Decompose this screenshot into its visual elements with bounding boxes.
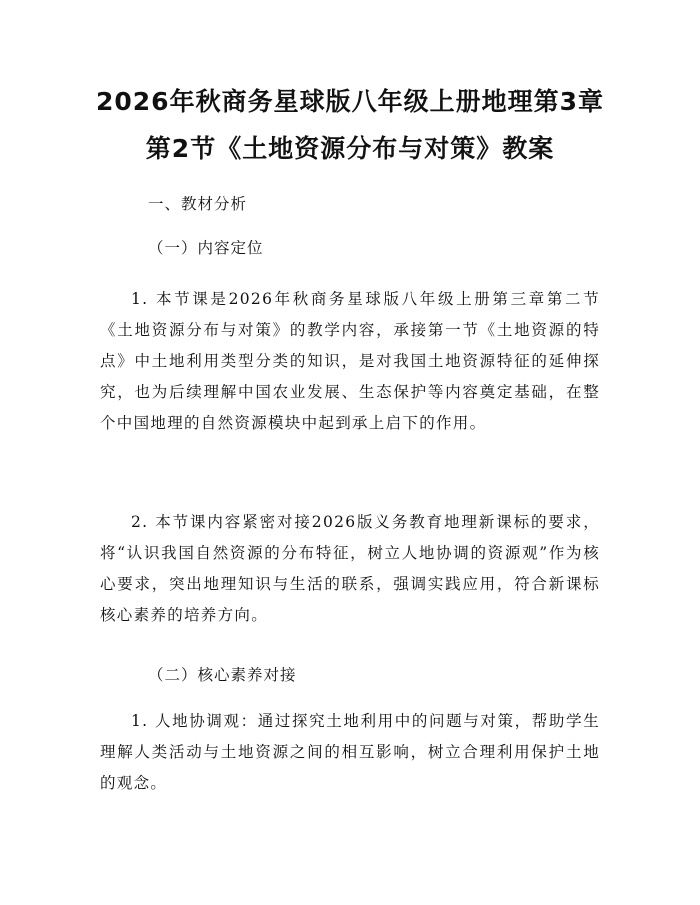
- paragraph-core-competency-1: 1. 人地协调观：通过探究土地利用中的问题与对策，帮助学生理解人类活动与土地资源之间的相互影响，树立合理利用保护土地的观念。: [100, 712, 600, 792]
- paragraph-content-positioning-2: 2. 本节课内容紧密对接2026版义务教育地理新课标的要求，将“认识我国自然资源的分布特征，树立人地协调的资源观”作为核心要求，突出地理知识与生活的联系，强调实践应用，符合新课标核心素养的培养方向。: [100, 513, 600, 624]
- document-title-line2: 第2节《土地资源分布与对策》教案: [145, 134, 555, 163]
- subsection-heading-content-positioning: （一）内容定位: [148, 239, 264, 257]
- section-heading-textbook-analysis: 一、教材分析: [148, 195, 248, 213]
- document-title-line1: 2026年秋商务星球版八年级上册地理第3章: [96, 87, 604, 116]
- paragraph-content-positioning-1: 1. 本节课是2026年秋商务星球版八年级上册第三章第二节《土地资源分布与对策》的教学内容，承接第一节《土地资源的特点》中土地利用类型分类的知识，是对我国土地资源特征的延伸探究，也为后续理解中国农业发展、生态保护等内容奠定基础，在整个中国地理的自然资源模块中起到承上启下的作用。: [100, 290, 600, 432]
- subsection-heading-core-competencies: （二）核心素养对接: [148, 666, 297, 684]
